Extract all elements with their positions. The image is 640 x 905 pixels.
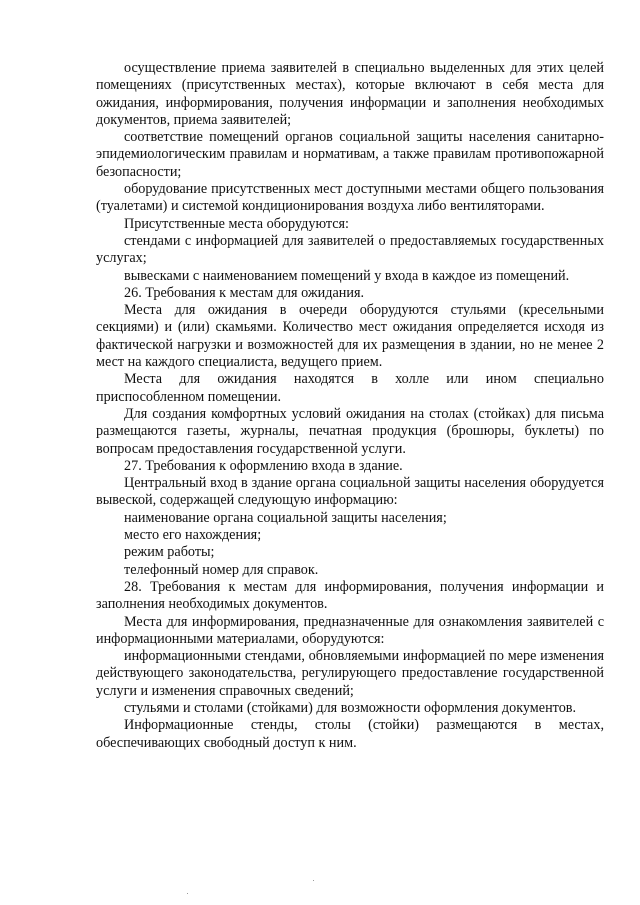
paragraph: вывесками с наименованием помещений у входа в каждое из помещений. [124, 267, 570, 284]
list-item: место его нахождения; [124, 527, 262, 544]
paragraph: Информационные стенды, столы (стойки) размещаются в местах, обеспечивающих свободный доступ к ним. [96, 717, 604, 751]
paragraph: Места для ожидания находятся в холле или ином специально приспособленном помещении. [96, 371, 604, 405]
paragraph: соответствие помещений органов социальной защиты населения санитарно-эпидемиологическим правилам и нормативам, а также правилам противопожарной безопасности; [96, 129, 604, 180]
scan-speck [313, 880, 314, 881]
scan-speck [187, 893, 188, 894]
paragraph: оборудование присутственных мест доступными местами общего пользования (туалетами) и системой кондиционирования воздуха либо вентиляторами. [96, 181, 604, 215]
list-item: наименование органа социальной защиты населения; [124, 509, 447, 526]
paragraph: осуществление приема заявителей в специально выделенных для этих целей помещениях (присутственных местах), которые включают в себя места для ожидания, информирования, получения информации и заполнения необходимых документов, приема заявителей; [96, 60, 604, 128]
paragraph: Места для ожидания в очереди оборудуются стульями (кресельными секциями) и (или) скамьями. Количество мест ожидания определяется исходя из фактической нагрузки и возможностей для их размещения в здании, но не менее 2 мест на каждого специалиста, ведущего прием. [96, 302, 604, 371]
section-heading-26: 26. Требования к местам для ожидания. [124, 284, 365, 301]
paragraph: Центральный вход в здание органа социальной защиты населения оборудуется вывеской, содержащей следующую информацию: [96, 475, 604, 509]
document-body [96, 60, 604, 752]
list-item: режим работы; [124, 544, 215, 561]
paragraph: информационными стендами, обновляемыми информацией по мере изменения действующего законодательства, регулирующего предоставление государственной услуги и изменения справочных сведений; [96, 648, 604, 699]
paragraph: стульями и столами (стойками) для возможности оформления документов. [124, 699, 577, 716]
section-heading-28: 28. Требования к местам для информирования, получения информации и заполнения необходимых документов. [96, 578, 604, 613]
list-item: телефонный номер для справок. [124, 561, 319, 578]
paragraph: Места для информирования, предназначенные для ознакомления заявителей с информационными материалами, оборудуются: [96, 613, 604, 647]
paragraph: стендами с информацией для заявителей о предоставляемых государственных услугах; [96, 232, 604, 267]
section-heading-27: 27. Требования к оформлению входа в здание. [124, 457, 403, 474]
paragraph: Для создания комфортных условий ожидания на столах (стойках) для письма размещаются газеты, журналы, печатная продукция (брошюры, буклеты) по вопросам предоставления государственной услуги. [96, 405, 604, 457]
paragraph: Присутственные места оборудуются: [124, 215, 349, 232]
